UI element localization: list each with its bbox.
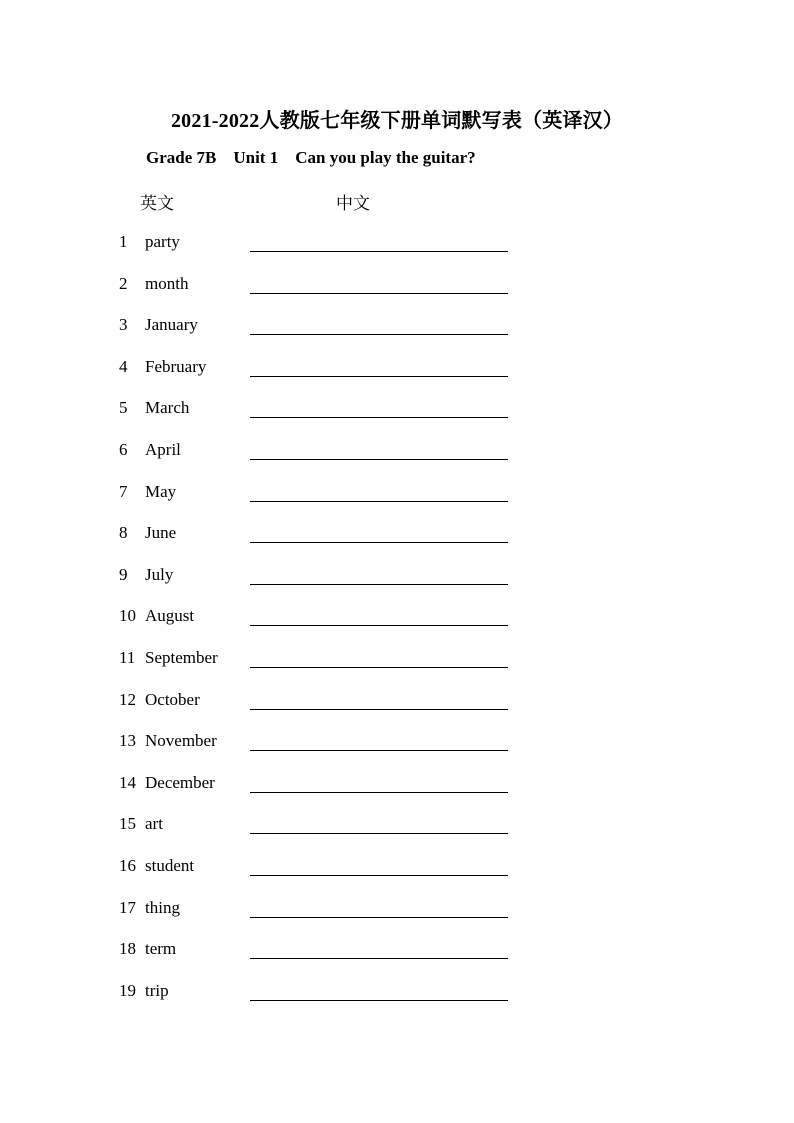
answer-line (250, 376, 508, 377)
answer-line (250, 792, 508, 793)
word-number: 9 (119, 564, 128, 584)
answer-line (250, 709, 508, 710)
word-row (0, 387, 794, 429)
word-row (0, 512, 794, 554)
english-word: December (145, 772, 215, 792)
answer-line (250, 417, 508, 418)
chinese-column-header: 中文 (336, 194, 370, 213)
word-number: 14 (119, 772, 136, 792)
answer-line (250, 625, 508, 626)
english-word: party (145, 232, 180, 251)
word-number: 2 (119, 273, 128, 293)
word-number: 16 (119, 855, 136, 875)
english-word: April (145, 439, 181, 459)
english-word: month (145, 273, 189, 293)
word-row (0, 346, 794, 388)
answer-line (250, 251, 508, 252)
word-row (0, 928, 794, 970)
word-row (0, 471, 794, 513)
word-number: 3 (119, 315, 128, 335)
english-word: March (145, 398, 190, 418)
word-number: 17 (119, 897, 136, 917)
word-number: 5 (119, 398, 128, 418)
english-word: October (145, 689, 200, 709)
word-number: 1 (119, 232, 128, 251)
answer-line (250, 958, 508, 959)
word-row (0, 304, 794, 346)
word-number: 13 (119, 731, 136, 751)
word-number: 12 (119, 689, 136, 709)
english-column-header: 英文 (140, 194, 174, 213)
english-word: September (145, 647, 218, 667)
word-number: 15 (119, 814, 136, 834)
word-row (0, 887, 794, 929)
answer-line (250, 542, 508, 543)
word-number: 10 (119, 606, 136, 626)
english-word: February (145, 356, 207, 376)
page-title: 2021-2022人教版七年级下册单词默写表（英译汉） (170, 110, 624, 132)
answer-line (250, 667, 508, 668)
english-word: November (145, 731, 217, 751)
word-row (0, 679, 794, 721)
answer-line (250, 750, 508, 751)
english-word: thing (145, 897, 180, 917)
answer-line (250, 334, 508, 335)
english-word: August (145, 606, 195, 626)
word-row (0, 970, 794, 1012)
answer-line (250, 459, 508, 460)
word-row (0, 845, 794, 887)
english-word: trip (145, 980, 169, 1000)
word-number: 19 (119, 980, 136, 1000)
word-row (0, 554, 794, 596)
word-number: 18 (119, 939, 136, 959)
answer-line (250, 584, 508, 585)
english-word: January (145, 315, 198, 335)
word-row (0, 637, 794, 679)
word-row (0, 762, 794, 804)
word-number: 7 (119, 481, 128, 501)
english-word: term (145, 939, 177, 959)
english-word: July (145, 564, 174, 584)
word-number: 11 (119, 647, 136, 667)
english-word: student (145, 855, 195, 875)
answer-line (250, 293, 508, 294)
word-list (0, 221, 794, 1011)
word-number: 6 (119, 439, 128, 459)
english-word: art (145, 814, 163, 834)
english-word: May (145, 481, 177, 501)
word-number: 4 (119, 356, 128, 376)
word-row (0, 595, 794, 637)
word-row (0, 221, 794, 263)
answer-line (250, 501, 508, 502)
word-number: 8 (119, 523, 128, 543)
word-row (0, 429, 794, 471)
answer-line (250, 833, 508, 834)
answer-line (250, 917, 508, 918)
answer-line (250, 1000, 508, 1001)
english-word: June (145, 523, 177, 543)
word-row (0, 720, 794, 762)
word-row (0, 263, 794, 305)
unit-subtitle: Grade 7B Unit 1 Can you play the guitar? (146, 148, 476, 167)
answer-line (250, 875, 508, 876)
word-row (0, 803, 794, 845)
